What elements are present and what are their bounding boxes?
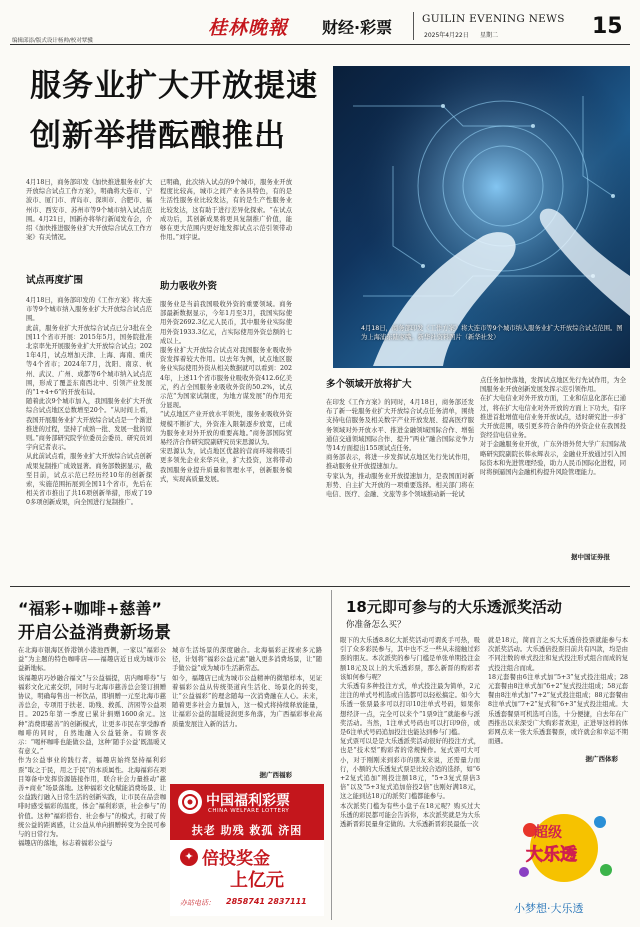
issue-weekday: 星期二 — [480, 32, 499, 39]
ad-phone-label: 办站电话： — [180, 899, 215, 907]
article3-subhead: 你准备怎么买？ — [346, 620, 406, 630]
page-number: 15 — [592, 14, 623, 39]
ad-phone-number: 2858741 2837111 — [226, 897, 307, 906]
article1-col2-para2: 服务业是当前我国吸收外资的重要领域。商务部最新数据显示，今年1月至3月，我国实际使用外资2692.3亿元人民币，其中服务业实际使用外资1933.3亿元，占实际使用外资总额的七成以上。 服务业扩大开放综合试点对我国服务业吸收外资发挥着较大作用。以去年为例，试点地区服务业实际使用外资从相关数据就可以看到：2024年，上述11个省市服务业吸收外资412.6亿美元，约占全国服务业吸收外资的50.2%，试点示范“为国家试制度，为地方谋发展”的作用充分显现。 “试点地区产业开放水平领先，服务业吸收外资规模不断扩大，外资准入限制逐步放宽，已成为服务业对外开放的重要高地。”商务部国际贸易经济合作研究院副研究员宋思源认为。 宋思源认为，试点地区优越的营商环境将吸引更多领先企业来华兴业，扩大投资，这将带动我国服务业提升质量和管理水平，创新服务模式，实现高质量发展。 — [160, 301, 292, 483]
article2-headline-2: 开启公益消费新场景 — [18, 623, 171, 643]
article1-col1-para2: 4月18日，商务部印发的《工作方案》将大连市等9个城市纳入服务业扩大开放综合试点范围。 此前，服务业扩大开放综合试点已分3批在全国11个省市开展：2015年5月，国务院批准北京率先开展服务业扩大开放综合试点；2021年4月，试点增加天津、上海、海南、重庆等4个省市；2024年7月，沈阳、南京、杭州、武汉、广州、成都等6个城市纳入试点范围，形成了覆盖东南西北中、引领产业发展的“1+4+6”的开放布局。 随着此次9个城市加入，我国服务业扩大开放综合试点地区总数增至20个。“从时间上看，我国开展服务业扩大开放综合试点是一个渐进推进的过程，坚持了成熟一批、发展一批的原则。”商务部研究院学位委员会委员、研究员刘宇向记者表示。 从此前试点看，服务业扩大开放综合试点创新成果复制推广成效显著。商务部数据显示，截至目前，试点示范已经历经10年的创新探索，实施范围拓展到全国11个省市，先后在相关省市推出了共16项创新举措，形成了190多项创新成果，向全国进行复制推广。 — [26, 297, 152, 507]
paper-logo: 桂林晚報 — [208, 17, 289, 39]
column-divider — [331, 590, 332, 920]
ad-bonus-line-1: 倍投奖金 — [202, 849, 270, 869]
section-title: 财经·彩票 — [322, 18, 393, 37]
divider-vertical — [413, 12, 414, 40]
welfare-lottery-ad — [170, 784, 324, 916]
article3-headline: 18元即可参与的大乐透派奖活动 — [346, 598, 562, 616]
article3-credit: 据广西体彩 — [585, 755, 618, 763]
article1-credit: 据中国证券报 — [571, 553, 610, 561]
section-divider — [10, 586, 630, 587]
ad-logo-title: 中国福利彩票 — [206, 793, 290, 809]
article1-col4-para: 点任务加快落地，发挥试点地区先行先试作用，为全国服务业开放创新发展发挥示范引领作用。 在扩大电信业对外开放方面，工业和信息化部在已通过，将在扩大电信业对外开放的方面上下功夫，有序推进首批增值电信业务开放试点，适时研究进一步扩大开放范围，吸引更多符合条件的外资企业在我国投资经营电信业务。 对于金融服务业开放，广东外语外贸大学广东国际战略研究院副院长韩永辉表示，金融业开放通过引入国际资本和先进管理经验，助力人民币国际化进程，同时将倒逼国内金融机构提升风险管理能力。 — [480, 377, 626, 477]
lotto-logo-line-2: 大乐透 — [526, 845, 577, 865]
article-photo — [333, 66, 630, 368]
headline-line-2: 创新举措酝酿推出 — [30, 118, 286, 154]
article2-headline-1: “福彩+咖啡+慈善” — [18, 599, 162, 618]
masthead-rule — [10, 44, 630, 45]
article1-subhead-1: 试点再度扩围 — [26, 275, 84, 286]
super-lotto-logo — [500, 800, 628, 920]
article3-col2: 就是18元，简而言之买大乐透倍投票就能参与本次派奖活动。大乐透倍投票目前共有四款，均是由不同注数的单式投注和复式投注形式组合而成的复式投注组合而成。 18元套餐由6注单式加“5+3”复式投注组成；28元套餐由8注单式加“6+2”复式投注组成；58元套餐由8注单式加“7+2”复式投注组成；88元套餐由8注单式加“7+2”复式和“6+3”复式投注组成。大乐透套餐票可机选可自选，十分便捷，自去年在广西推出以来深受广大购彩者欢迎，正进导这样的体彩网点来一张大乐透套餐票，或许就会和幸运不期而遇。 — [488, 637, 628, 746]
lotto-logo-line-1: 超级 — [534, 825, 562, 841]
article1-col3-para: 在印发《工作方案》的同时，4月18日，商务部还发布了新一轮服务业扩大开放综合试点任务清单，围绕支持电信服务及相关数字产业开放发展、提高医疗服务领域对外开放水平、推进金融领域国际合作、增强通信交通领域国际合作、提升“两业”融合国际竞争力等14方面提出155项试点任务。 商务部表示，将进一步发挥试点地区先行先试作用，推动服务业开放提速加力。 专家认为，推动服务业开放提速加力，是我国面对新形势、自主扩大开放的一项重要选择。相关部门将在电信、医疗、金融、文旅等多个领域推动新一轮试 — [326, 399, 474, 499]
welfare-logo-icon — [178, 790, 202, 814]
staff-credit: 编辑邱添/版式设计杨帅/校对覃骥 — [12, 38, 93, 44]
paper-name-en: GUILIN EVENING NEWS — [422, 13, 565, 25]
ad-bonus-line-2: 上亿元 — [230, 870, 284, 891]
lotto-tagline: 小梦想·大乐透 — [514, 902, 584, 915]
ad-logo-en: CHINA WELFARE LOTTERY — [208, 808, 290, 814]
ad-slogan: 扶老 助残 救孤 济困 — [191, 824, 303, 837]
article3-col1: 眼下的大乐透8.8亿大派奖活动可谓炙手可热，吸引了众多彩民参与，其中也不乏一些从未接触过彩票的朋友。本次派奖的参与门槛是单张单期投注金额18元及以上的大乐透彩票，那么新晋的购彩者该如何参与呢？ 大乐透有多种投注方式，单式投注最为简单，2元注注的单式号机选或自选都可以轻松搞定。如今大乐透一张票最多可以打印10注单式号码，如果你想经济一点，完全可以来个“1票9注”就能参与派奖活动。当然，1注单式号码也可以打印9倍，或是6注单式号码追加投注也能达到参与门槛。 复式票可以是是大乐透派奖活动很好的投注方式，也是“技术型”购彩者的常规操作。复式票可大可小，对于刚刚来到彩市的朋友来说，还需量力而行，小额的大乐透复式票是比较合适的选择，如“6+2复式追加”则投注额18元，“5+3复式票倍3倍”以及“5+3复式追加倍投2倍”也刚好满18元，这之能到达18元的派奖门槛都能参与。 本次派奖门槛为有些小盘子在18元呢？购买过大乐透的彩民都可能会告诉你，本次派奖就是为大乐透新晋彩民量身定做的。大乐透新晋彩民最低一次 — [340, 637, 480, 829]
ad-gift-icon: ✦ — [180, 848, 198, 866]
masthead — [0, 0, 640, 46]
article1-col1-para1: 4月18日，商务部印发《加快推进服务业扩大开放综合试点工作方案》，明确将大连市、宁波市、厦门市、青岛市、深圳市、合肥市、福州市、西安市、苏州市等9个城市纳入试点范围。4月21日，国新办将举行新闻发布会，介绍《加快推进服务业扩大开放综合试点工作方案》有关情况。 — [26, 179, 152, 242]
article2-col2: 城市生活场景的深度融合。北海福彩正探索多元路径，计划将“福彩公益元素”融入更多消费场景，让“随手做公益”成为城市生活新常态。 如今，福趣店已成为城市公益精神的微缩样本，见证着福彩公益从传统渠道向生活化、场景化的转变，让“公益福彩”的理念随每一次消费融在人心。未来，随着更多社会力量加入，这一模式将持续释放能量，让福彩公益的温暖浸润更多角落，为广西福彩事业高质量发展注入新的活力。 — [172, 647, 322, 728]
photo-caption: 4月18日，商务部印发《工作方案》将大连市等9个城市纳入服务业扩大开放综合试点范围。图为上海浦东陆家嘴。新华社资料图片（新华社发） — [361, 325, 623, 341]
article2-credit: 据广西福彩 — [259, 771, 292, 779]
article1-subhead-2: 助力吸收外资 — [160, 281, 218, 292]
headline-line-1: 服务业扩大开放提速 — [30, 68, 318, 104]
article1-col2-para1: 已明确，此次纳入试点的9个城市，服务业开放程度比较高，城市之间产业各具特色，有的是生活性服务业比较发达，有的是生产性服务业比较发达，这有助于进行差异化探索。“在试点成功后，其创新成果将更具复制推广价值，能够在更大范围内更好地发挥试点示范引领带动作用。”刘宇说。 — [160, 179, 292, 242]
digital-hands-illustration — [333, 66, 630, 368]
article1-subhead-3: 多个领域开放将扩大 — [326, 379, 412, 390]
issue-date: 2025年4月22日 — [424, 32, 469, 39]
article2-col1: 在北海市银海区侨港镇小港池西侧，一家以“福彩公益”为主题的特色咖啡店——福趣店近日成为城市公益新地标。 该福趣店巧妙融合福文“与公益福提，店内咖啡券“与福彩文化元素交织，同时与北海市慈善总会签订捐赠协议，明确每售出一杯饮品，即捐赠一元至北海市慈善总会，专项用于扶老、助残、救孤、济困等公益项目。2025年第一季度已累计捐赠1600余元。这种“消费即慈善”的创新模式，让更多市民在享受醇香咖啡的同时，自然地融入公益链条。有顾客表示：“喝杯咖啡也能做公益，这种‘随手公益’既温暖又有意义。” 作为公益事业的践行者，福趣店始终坚持福利彩票“取之于民，用之于民”的本质属性。北海福彩在项目筹备中发挥资源链接作用，联合社会力量推动“慈善+商业”场景落地。这种福彩文化赋能消费场景、让公益践行融入日常生活的创新实践，让市民在品尝咖啡时感受福彩的温度，体会“福利彩票，社会参与”的价值。这种“福彩搭台、社会参与”的模式，打破了传统公益的距离感，让公益从单向捐赠转变为全民可参与的日常行为。 福趣店的落地，标志着福彩公益与 — [18, 647, 166, 848]
